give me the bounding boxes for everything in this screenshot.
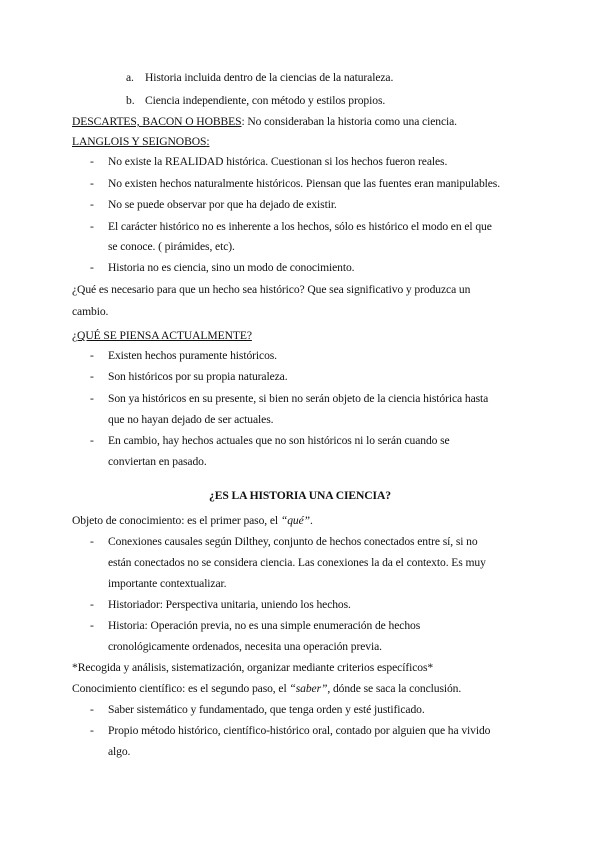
descartes-text: : No consideraban la historia como una ciencia.: [241, 115, 457, 128]
langlois-item-4-cont: se conoce. ( pirámides, etc).: [108, 240, 235, 253]
objeto-prefix: Objeto de conocimiento: es el primer paso, el: [72, 514, 281, 527]
actual-item-4-cont: conviertan en pasado.: [108, 455, 207, 468]
bullet-dash: -: [90, 370, 94, 383]
note-line: *Recogida y análisis, sistematización, organizar mediante criterios específicos*: [72, 661, 434, 674]
bullet-dash: -: [90, 155, 94, 168]
bullet-dash: -: [90, 392, 94, 405]
objeto-line: [72, 514, 313, 528]
conocimiento-quote: “saber”: [289, 682, 328, 695]
langlois-item-1: No existe la REALIDAD histórica. Cuestionan si los hechos fueron reales.: [108, 155, 448, 168]
list-marker-a: a.: [126, 71, 134, 84]
conocimiento-item-2-cont: algo.: [108, 745, 131, 758]
bullet-dash: -: [90, 220, 94, 233]
langlois-item-2: No existen hechos naturalmente históricos. Piensan que las fuentes eran manipulables.: [108, 177, 501, 190]
objeto-quote: “qué”: [280, 514, 310, 527]
langlois-heading: LANGLOIS Y SEIGNOBOS: [72, 135, 207, 148]
bullet-dash: -: [90, 434, 94, 447]
actual-item-4: En cambio, hay hechos actuales que no son históricos ni lo serán cuando se: [108, 434, 450, 447]
descartes-line: [72, 115, 457, 129]
objeto-item-1-cont: están conectados no se considera ciencia. Las conexiones la da el contexto. Es muy: [108, 556, 486, 569]
conocimiento-suffix: , dónde se saca la conclusión.: [327, 682, 462, 695]
bullet-dash: -: [90, 261, 94, 274]
conocimiento-item-2: Propio método histórico, científico-histórico oral, contado por alguien que ha vivido: [108, 724, 491, 737]
conocimiento-item-1: Saber sistemático y fundamentado, que tenga orden y esté justificado.: [108, 703, 425, 716]
bullet-dash: -: [90, 619, 94, 632]
langlois-colon: :: [206, 135, 210, 148]
question-line-2: cambio.: [72, 305, 109, 318]
actual-item-2: Son históricos por su propia naturaleza.: [108, 370, 288, 383]
question-line-1: ¿Qué es necesario para que un hecho sea histórico? Que sea significativo y produzca un: [72, 283, 471, 296]
list-item-a: Historia incluida dentro de la ciencias de la naturaleza.: [145, 71, 394, 84]
langlois-item-5: Historia no es ciencia, sino un modo de conocimiento.: [108, 261, 355, 274]
actual-heading: ¿QUÉ SE PIENSA ACTUALMENTE?: [72, 329, 252, 342]
actual-item-1: Existen hechos puramente históricos.: [108, 349, 277, 362]
bullet-dash: -: [90, 535, 94, 548]
section-title: ¿ES LA HISTORIA UNA CIENCIA?: [209, 489, 391, 502]
objeto-item-2: Historiador: Perspectiva unitaria, uniendo los hechos.: [108, 598, 351, 611]
objeto-item-1: Conexiones causales según Dilthey, conjunto de hechos conectados entre sí, si no: [108, 535, 478, 548]
bullet-dash: -: [90, 349, 94, 362]
actual-item-3-cont: que no hayan dejado de ser actuales.: [108, 413, 274, 426]
list-item-b: Ciencia independiente, con método y estilos propios.: [145, 94, 386, 107]
actual-item-3: Son ya históricos en su presente, si bien no serán objeto de la ciencia histórica hasta: [108, 392, 489, 405]
langlois-item-4: El carácter histórico no es inherente a los hechos, sólo es histórico el modo en el que: [108, 220, 492, 233]
conocimiento-prefix: Conocimiento científico: es el segundo paso, el: [72, 682, 290, 695]
list-marker-b: b.: [126, 94, 135, 107]
objeto-item-1-cont2: importante contextualizar.: [108, 577, 227, 590]
descartes-heading: DESCARTES, BACON O HOBBES: [72, 115, 242, 128]
bullet-dash: -: [90, 703, 94, 716]
langlois-line: [72, 135, 209, 149]
objeto-item-3-cont: cronológicamente ordenados, necesita una operación previa.: [108, 640, 382, 653]
bullet-dash: -: [90, 177, 94, 190]
langlois-item-3: No se puede observar por que ha dejado de existir.: [108, 198, 337, 211]
bullet-dash: -: [90, 724, 94, 737]
objeto-suffix: .: [310, 514, 313, 527]
bullet-dash: -: [90, 598, 94, 611]
bullet-dash: -: [90, 198, 94, 211]
conocimiento-line: [72, 682, 461, 696]
objeto-item-3: Historia: Operación previa, no es una simple enumeración de hechos: [108, 619, 421, 632]
